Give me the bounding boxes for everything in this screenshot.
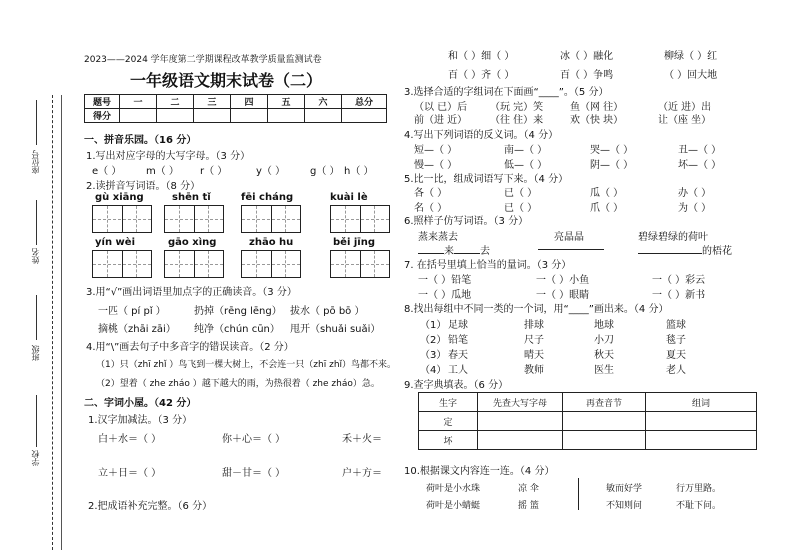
side-label-school: 学校 (31, 450, 40, 466)
score-input[interactable] (231, 109, 268, 123)
pinyin: kuài lè (330, 192, 368, 203)
connect-right[interactable]: 敏而好学 (606, 484, 643, 494)
r-q6-fill: 的梧花 (702, 246, 732, 257)
side-label-class: 班级 (31, 345, 40, 361)
r-q3: 3.选择合适的字组词在下面画“____”。（5 分） (404, 87, 609, 98)
writing-box[interactable] (92, 205, 152, 233)
r-top-item: 百（ ）齐（ ） (448, 70, 515, 81)
score-cell: 三 (194, 95, 231, 109)
fill-blank[interactable] (454, 253, 480, 254)
s1-q3: 3.用“√”画出词语里加点字的正确读音。（3 分） (86, 287, 297, 298)
binding-line-solid (61, 95, 62, 550)
writing-box[interactable] (241, 250, 301, 278)
dict-input[interactable] (478, 412, 563, 431)
side-label-seat: 座位号 (31, 150, 40, 174)
s1-q1-letter: m（ ） (146, 166, 179, 177)
r-q6: 6.照样子仿写词语。（3 分） (404, 216, 529, 227)
r-q8: 8.找出每组中不同一类的一个词，用“____”画出来。（4 分） (404, 304, 669, 315)
score-cell: 一 (120, 95, 157, 109)
r-q6-example: 碧绿碧绿的荷叶 (638, 232, 708, 243)
q8-word[interactable]: 晴天 (524, 350, 544, 361)
s2-q1-item: 甜－甘＝（ ） (222, 468, 286, 479)
s1-q1-letter: h（ ） (344, 166, 374, 177)
section2-heading: 二、字词小屋。（42 分） (84, 398, 197, 409)
score-cell: 五 (268, 95, 305, 109)
r-q3-item: 让（座 坐） (658, 115, 712, 126)
q8-word[interactable]: 医生 (594, 365, 614, 376)
score-cell: 总分 (342, 95, 387, 109)
q8-word[interactable]: 排球 (524, 320, 544, 331)
s1-q4-sentence: （1）只（zhī zhǐ ）鸟飞到一棵大树上，不会连一只（zhī zhǐ）鸟都不来。 (96, 360, 397, 370)
dict-char: 定 (419, 412, 478, 431)
connect-mid[interactable]: 摇 篮 (518, 501, 539, 511)
q8-word[interactable]: 尺子 (524, 335, 544, 346)
dict-input[interactable] (478, 431, 563, 450)
r-q7-item: 一（ ）铅笔 (418, 275, 472, 286)
fill-blank[interactable] (638, 253, 702, 254)
exam-title: 一年级语文期末试卷（二） (130, 71, 323, 90)
q8-word[interactable]: 秋天 (594, 350, 614, 361)
r-q3-item: （以 已）后 (414, 102, 468, 113)
r-q5-item: 已（ ） (504, 203, 538, 214)
s2-q1-item: 你＋心＝（ ） (222, 434, 286, 445)
r-top-item: 百（ ）争鸣 (560, 70, 614, 81)
dict-head: 生字 (419, 393, 478, 412)
s1-q3-item: 扔掉（rēng lēng） (194, 306, 282, 317)
q8-word[interactable]: 地球 (594, 320, 614, 331)
score-cell: 得分 (85, 109, 120, 123)
s2-q2: 2.把成语补充完整。（6 分） (88, 501, 213, 512)
r-q4-item: 坏—（ ） (678, 160, 722, 171)
q8-word[interactable]: 铅笔 (448, 335, 468, 346)
r-q3-item: （往 住）来 (490, 115, 544, 126)
q8-word[interactable]: 夏天 (666, 350, 686, 361)
writing-box[interactable] (330, 250, 390, 278)
connect-left[interactable]: 荷叶是小水珠 (426, 484, 481, 494)
s1-q3-item: 纯净（chún cūn） (194, 324, 280, 335)
q8-word[interactable]: 小刀 (594, 335, 614, 346)
dict-input[interactable] (646, 431, 757, 450)
s1-q3-item: 甩开（shuǎi suǎi） (290, 324, 381, 335)
r-q4-item: 哭—（ ） (590, 145, 634, 156)
dict-input[interactable] (563, 412, 646, 431)
writing-box[interactable] (92, 250, 152, 278)
dict-head: 再查音节 (563, 393, 646, 412)
s1-q1-letter: r（ ） (200, 166, 228, 177)
r-q3-item: （近 进）出 (658, 102, 712, 113)
q8-group-number: （3） (420, 350, 447, 361)
r-q5-item: 爪（ ） (590, 203, 624, 214)
q8-word[interactable]: 工人 (448, 365, 468, 376)
r-top-item: （ ）回大地 (664, 70, 718, 81)
divider (578, 478, 579, 510)
score-table (84, 94, 387, 123)
s1-q1: 1.写出对应字母的大写字母。（3 分） (86, 151, 251, 162)
dict-head: 组词 (646, 393, 757, 412)
score-cell: 六 (305, 95, 342, 109)
dictionary-table (418, 392, 757, 450)
r-q4-item: 丑—（ ） (678, 145, 722, 156)
q8-word[interactable]: 教师 (524, 365, 544, 376)
r-q3-item: 鱼（网 往） (570, 102, 624, 113)
side-underline (36, 100, 37, 145)
connect-left[interactable]: 荷叶是小蜻蜓 (426, 501, 481, 511)
binding-line-dashed (52, 95, 53, 550)
r-q3-item: 前（进 近） (414, 115, 468, 126)
r-q7-item: 一（ ）瓜地 (418, 290, 472, 301)
s1-q3-item: 拔水（ pō bō ） (290, 306, 365, 317)
score-input[interactable] (268, 109, 305, 123)
writing-box[interactable] (330, 205, 390, 233)
r-q5-item: 各（ ） (414, 188, 448, 199)
connect-right[interactable]: 行万里路。 (676, 484, 722, 494)
s1-q2: 2.读拼音写词语。（8 分） (86, 181, 201, 192)
r-q7-item: 一（ ）彩云 (652, 275, 706, 286)
score-cell: 四 (231, 95, 268, 109)
connect-right[interactable]: 不知则问 (606, 501, 643, 511)
dict-char: 坏 (419, 431, 478, 450)
r-q5-item: 瓜（ ） (590, 188, 624, 199)
q8-group-number: （1） (420, 320, 447, 331)
score-cell: 二 (157, 95, 194, 109)
s2-q1-item: 立＋日＝（ ） (98, 468, 162, 479)
score-input[interactable] (157, 109, 194, 123)
s2-q1-item: 禾＋火＝ (342, 434, 382, 445)
r-q6-example: 亮晶晶 (554, 232, 584, 243)
s1-q4-sentence: （2）望着（ zhe zháo ）越下越大的雨，为热很着（ zhe zháo）急。 (96, 379, 380, 389)
r-q4-item: 短—（ ） (414, 145, 458, 156)
r-q5: 5.比一比，组成词语写下来。（4 分） (404, 174, 569, 185)
s2-q1: 1.汉字加减法。（3 分） (88, 415, 193, 426)
pinyin: gāo xìng (168, 237, 217, 248)
q8-word[interactable]: 老人 (666, 365, 686, 376)
side-underline (36, 395, 37, 447)
r-q6-fill: 来 (444, 246, 454, 257)
r-top-item: 和（ ）细（ ） (448, 51, 515, 62)
side-underline (36, 295, 37, 340)
side-underline (36, 200, 37, 245)
q8-word[interactable]: 篮球 (666, 320, 686, 331)
r-q7-item: 一（ ）新书 (652, 290, 706, 301)
r-q7-item: 一（ ）眼睛 (536, 290, 590, 301)
r-top-item: 柳绿（ ）红 (664, 51, 718, 62)
r-q4-item: 慢—（ ） (414, 160, 458, 171)
s1-q3-item: 摘桃（zhāi zāi） (98, 324, 176, 335)
writing-box[interactable] (241, 205, 301, 233)
writing-box[interactable] (164, 205, 224, 233)
score-cell: 题号 (85, 95, 120, 109)
exam-subtitle: 2023——2024 学年度第二学期课程改革教学质量监测试卷 (84, 55, 322, 65)
pinyin: zhāo hu (249, 237, 294, 248)
r-q4: 4.写出下列词语的反义词。（4 分） (404, 130, 559, 141)
r-q7: 7. 在括号里填上恰当的量词。（3 分） (404, 260, 572, 271)
r-q5-item: 名（ ） (414, 203, 448, 214)
r-q3-item: 欢（快 块） (570, 115, 624, 126)
q8-word[interactable]: 足球 (448, 320, 468, 331)
r-q4-item: 阴—（ ） (590, 160, 634, 171)
pinyin: yín wèi (95, 237, 135, 248)
s1-q3-item: 一匹（ pí pǐ ） (98, 306, 166, 317)
pinyin: fēi cháng (241, 192, 294, 203)
r-q5-item: 办（ ） (678, 188, 712, 199)
r-q5-item: 已（ ） (504, 188, 538, 199)
r-q3-item: （玩 完）笑 (490, 102, 544, 113)
q8-group-number: （4） (420, 365, 447, 376)
fill-blank[interactable] (418, 253, 444, 254)
score-input[interactable] (342, 109, 387, 123)
r-q4-item: 低—（ ） (504, 160, 548, 171)
pinyin: gù xiāng (95, 192, 144, 203)
dict-input[interactable] (646, 412, 757, 431)
score-input[interactable] (194, 109, 231, 123)
r-q4-item: 南—（ ） (504, 145, 548, 156)
fill-blank[interactable] (538, 249, 604, 250)
r-q10: 10.根据课文内容连一连。（4 分） (404, 466, 555, 477)
pinyin: běi jīng (333, 237, 375, 248)
pinyin: shēn tǐ (172, 192, 211, 203)
r-q9: 9.查字典填表。（6 分） (404, 380, 509, 391)
s1-q1-letter: g（ ） (310, 166, 340, 177)
s1-q1-letter: e（ ） (92, 166, 122, 177)
score-input[interactable] (305, 109, 342, 123)
dict-head: 先查大写字母 (478, 393, 563, 412)
q8-word[interactable]: 春天 (448, 350, 468, 361)
score-input[interactable] (120, 109, 157, 123)
q8-word[interactable]: 毯子 (666, 335, 686, 346)
s1-q4: 4.用“\”画去句子中多音字的错误读音。（2 分） (86, 342, 294, 353)
s1-q1-letter: y（ ） (256, 166, 286, 177)
connect-mid[interactable]: 凉 伞 (518, 484, 539, 494)
side-label-name: 姓名 (31, 248, 40, 264)
s2-q1-item: 白＋水＝（ ） (98, 434, 162, 445)
section1-heading: 一、拼音乐园。（16 分） (84, 135, 197, 146)
r-q7-item: 一（ ）小鱼 (536, 275, 590, 286)
connect-right[interactable]: 不耻下问。 (676, 501, 722, 511)
s2-q1-item: 户＋方＝ (342, 468, 382, 479)
writing-box[interactable] (164, 250, 224, 278)
q8-group-number: （2） (420, 335, 447, 346)
r-q6-example: 蒸来蒸去 (418, 232, 458, 243)
r-q6-fill: 去 (480, 246, 490, 257)
r-q5-item: 为（ ） (678, 203, 712, 214)
r-top-item: 冰（ ）融化 (560, 51, 614, 62)
dict-input[interactable] (563, 431, 646, 450)
